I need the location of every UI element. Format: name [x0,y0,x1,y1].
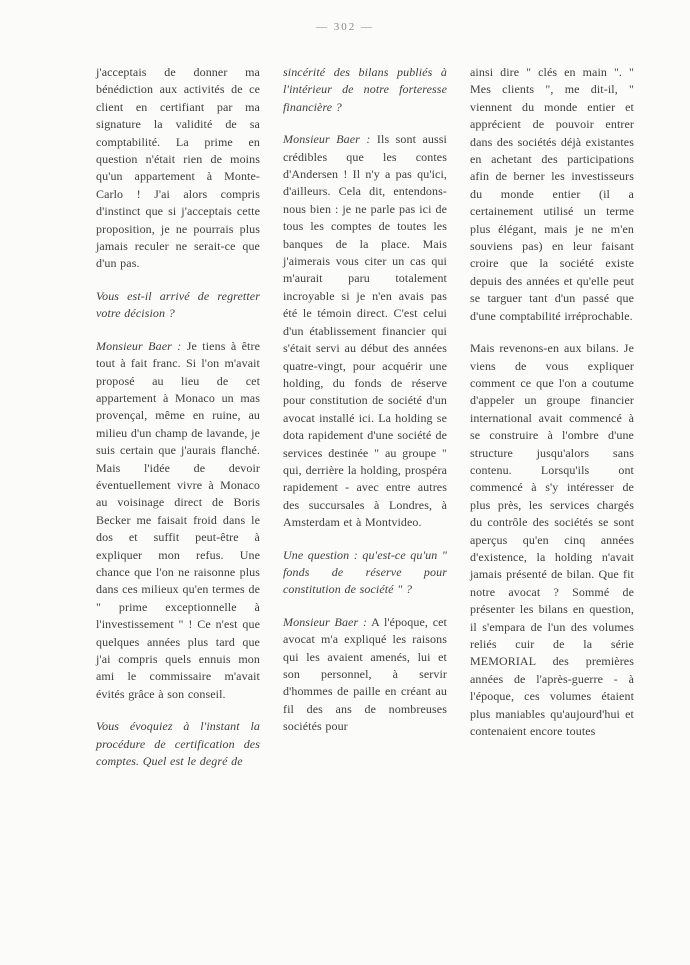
speaker-label: Monsieur Baer : [283,614,368,629]
answer-paragraph [96,338,260,704]
paragraph-text: Vous évoquiez à l'instant la procédure de certification des comptes. Quel est le degré de [96,719,260,769]
question-paragraph [283,547,447,599]
speaker-label: Monsieur Baer : [283,132,371,147]
question-paragraph [283,64,447,116]
paragraph-text: sincérité des bilans publiés à l'intérieur de notre forteresse financière ? [283,65,447,114]
question-paragraph [96,718,260,770]
page-number: — 302 — [316,21,374,33]
body-paragraph [470,340,634,740]
text-columns [96,64,634,785]
paragraph-text: Vous est-il arrivé de regretter votre décision ? [96,288,260,321]
speaker-label: Monsieur Baer : [96,338,182,353]
paragraph-text: ainsi dire " clés en main ". " Mes clients ", me dit-il, " viennent du monde entier et apprécient de pouvoir entrer dans des sociétés déjà existantes en achetant des participations afin de berner les investisseurs du monde entier (il a certainement utilisé un terme plus élégant, mais je ne m'en souviens pas) en leur faisant croire que la société existe depuis des années et qu'elle peut se targuer tant d'un passé que d'une comptabilité irréprochable. [470,65,634,323]
paragraph-text: Je tiens à être tout à fait franc. Si l'on m'avait proposé au lieu de cet appartement à Monaco un mas provençal, même en ruine, au milieu d'un champ de lavande, je suis certain que j'aurais flanché. Mais l'idée de devoir éventuellement vivre à Monaco au voisinage direct de Boris Becker me faisait froid dans le dos et suffit peut-être à expliquer mon refus. Une chance que l'on ne raisonne plus dans ces milieux qu'en termes de " prime exceptionnelle à l'investissement " ! Ce n'est que quelques années plus tard que j'ai compris quels ennuis mon ami le commissaire m'avait évités grâce à son conseil. [96,338,260,701]
answer-paragraph [283,614,447,736]
paragraph-text: A l'époque, cet avocat m'a expliqué les raisons qui les avaient amenés, lui et son personnel, à servir d'hommes de paille en créant au fil des ans de nombreuses sociétés pour [283,614,447,734]
paragraph-text: Ils sont aussi crédibles que les contes d'Andersen ! Il n'y a pas qu'ici, d'ailleurs. Cela dit, entendons-nous bien : je ne parle pas ici de tous les comptes de toutes les banques de la place. Mais j'aimerais vous citer un cas qui m'aurait paru totalement incroyable si je n'en avais pas été le témoin direct. C'est celui d'un établissement financier qui s'était servi au début des années quatre-vingt, pour acquérir une holding, du fonds de réserve pour constitution de société d'un avocat installé ici. La holding se dota rapidement d'une société de services destinée " au groupe " qui, derrière la holding, prospéra rapidement - avec entre autres des succursales à Londres, à Amsterdam et à Montvideo. [283,132,447,530]
question-paragraph [96,288,260,323]
body-paragraph [470,64,634,325]
text-column-middle [283,64,447,785]
text-column-left [96,64,260,785]
body-paragraph [96,64,260,273]
paragraph-text: Mais revenons-en aux bilans. Je viens de vous expliquer comment ce que l'on a coutume d'appeler un groupe financier international avait commencé à se construire à l'ombre d'une structure jusqu'alors sans contenu. Lorsqu'ils ont commencé à s'y intéresser de plus près, les services chargés du contrôle des sociétés se sont aperçus qu'en cinq années d'existence, la holding n'avait jamais présenté de bilan. Que fit notre avocat ? Sommé de présenter les bilans en question, il s'empara de l'un des volumes reliés cuir de la série MEMORIAL des premières années de l'après-guerre - à l'époque, ces volumes étaient plus maniables qu'aujourd'hui et contenaient encore toutes [470,341,634,739]
text-column-right [470,64,634,785]
answer-paragraph [283,131,447,531]
paragraph-text: Une question : qu'est-ce qu'un " fonds de réserve pour constitution de société " ? [283,547,447,597]
paragraph-text: j'acceptais de donner ma bénédiction aux activités de ce client en certifiant par ma signature la validité de sa comptabilité. La prime en question n'était rien de moins qu'un appartement à Monte-Carlo ! J'ai alors compris d'instinct que si j'acceptais cette proposition, je ne pourrais plus jamais reculer ne serait-ce que d'un pas. [96,65,260,271]
